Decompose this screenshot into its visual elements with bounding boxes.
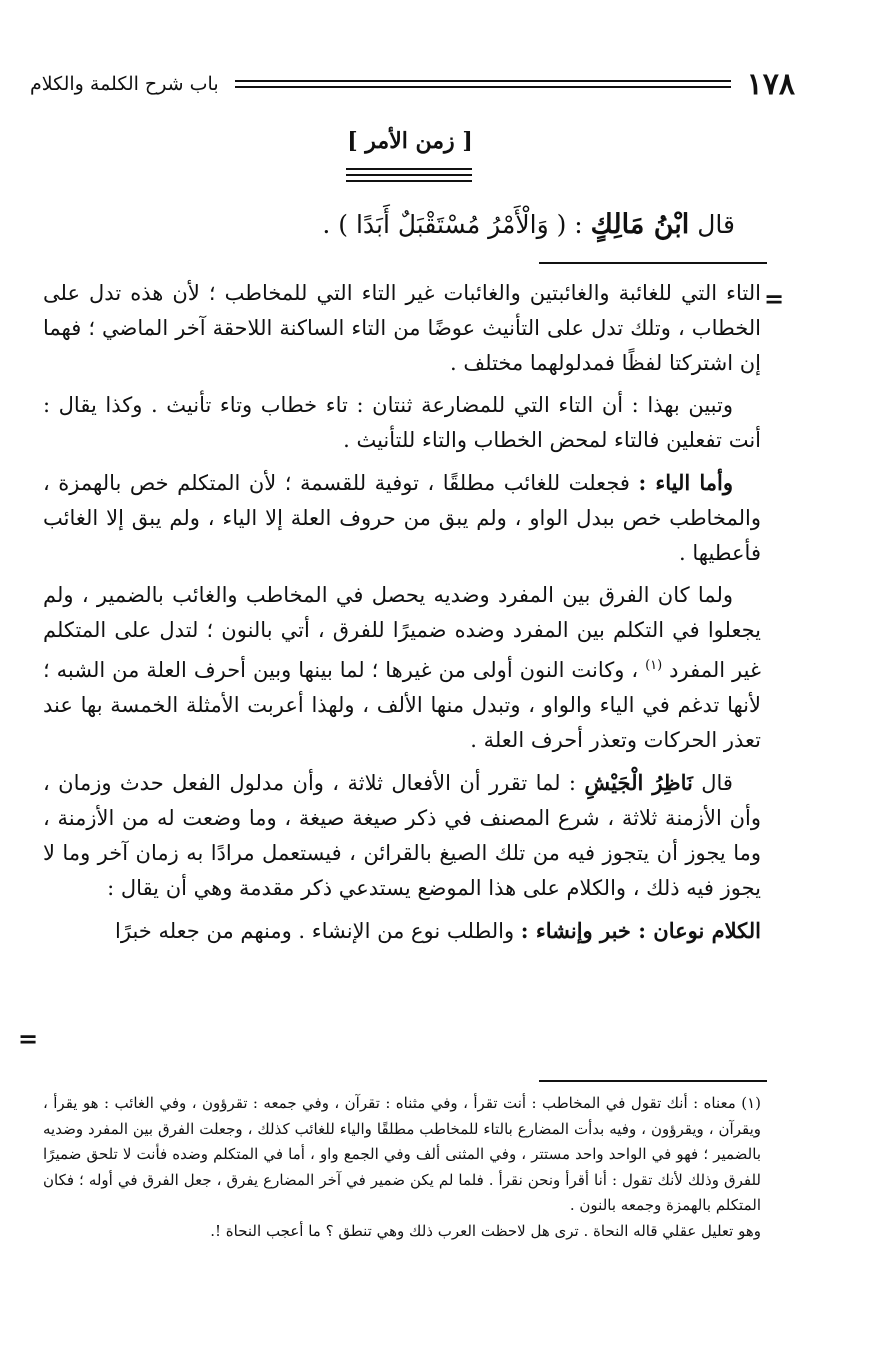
quoted-author: نَاظِرُ الْجَيْشِ	[584, 770, 693, 795]
paragraph-intro: قال	[701, 771, 733, 795]
paragraph-text: فجعلت للغائب مطلقًا ، توفية للقسمة ؛ لأن المتكلم خص بالهمزة ، والمخاطب خص ببدل الواو ، ولم يبق من حروف العلة إلا الياء ، ولم يبق إلا الغائب فأعطيها .	[43, 471, 761, 565]
paragraph	[43, 765, 761, 906]
paragraph-text: ولما كان الفرق بين المفرد وضديه يحصل في المخاطب والغائب بالضمير ، ولم يجعلوا في التكلم بين المفرد وضده ضميرًا للفرق ، أتي بالنون ؛ لتدل على المتكلم غير المفرد	[43, 583, 761, 682]
footnote: (١) معناه : أنك تقول في المخاطب : أنت تقرأ ، وفي مثناه : تقرآن ، وفي جمعه : تقرؤون ، وفي الغائب : هو يقرأ ، ويقرآن ، ويقرؤون ، وفيه بدأت المضارع بالتاء للمخاطب مطلقًا والياء للغائب كذلك ، وجعلت الفرق بين المفرد وضديه بالضمير ؛ فهو في الواحد واحد مستتر ، وفي المثنى ألف وفي الجمع واو ، أما في المتكلم وضده فأنت لا تلحق ضميرًا للفرق وذلك لأنك تقول : أنا أقرأ ونحن نقرأ . فلما لم يكن ضمير في آخر المضارع يفرق ، جعل الفرق في أوله ؛ فكان المتكلم بالهمزة وجمعه بالنون .	[43, 1094, 761, 1214]
paragraph	[43, 276, 761, 381]
page-number: ١٧٨	[746, 66, 795, 102]
paragraph	[43, 578, 761, 758]
paragraph-text: والطلب نوع من الإنشاء . ومنهم من جعله خبرًا	[115, 919, 515, 943]
section-heading: [ زمن الأمر ]	[347, 128, 473, 154]
paragraph	[43, 388, 761, 458]
alfiyya-verse	[35, 200, 735, 250]
paragraph	[43, 465, 761, 571]
main-text	[43, 276, 761, 956]
verse-text: : ( وَالْأَمْرُ مُسْتَقْبَلٌ أَبَدًا ) .	[322, 210, 583, 239]
paragraph-text: : لما تقرر أن الأفعال ثلاثة ، وأن مدلول الفعل حدث وزمان ، وأن الأزمنة ثلاثة ، شرع المصنف في ذكر صيغة صيغة ، وما وضعت له من الأزمنة ، وما يجوز أن يتجوز فيه من تلك الصيغ بالقرائن ، فيستعمل مرادًا به زمان آخر وما لا يجوز فيه ذلك ، والكلام على هذا الموضع يستدعي ذكر مقدمة وهي أن يقال :	[43, 771, 761, 900]
verse-intro: قال	[697, 210, 735, 239]
continuation-marker-start: =	[764, 284, 785, 313]
paragraph-lead: الكلام نوعان : خبر وإنشاء :	[520, 918, 761, 943]
running-title: باب شرح الكلمة والكلام	[30, 73, 219, 95]
paragraph-text: ، وكانت النون أولى من غيرها ؛ لما بينها وبين أحرف العلة من الشبه ؛ لأنها تدغم في الياء والواو ، وتبدل منها الألف ، ولهذا أعربت الأمثلة الخمسة بها عند تعذر الحركات وتعذر أحرف العلة .	[43, 658, 761, 752]
heading-underline	[346, 168, 472, 186]
paragraph	[43, 913, 761, 949]
footnote-separator-rule	[539, 1080, 767, 1082]
footnote-reference: (١)	[645, 658, 663, 673]
verse-author: ابْنُ مَالِكٍ	[590, 209, 690, 240]
paragraph-lead: وأما الياء :	[638, 470, 733, 495]
footnotes	[43, 1091, 761, 1244]
footnote: وهو تعليل عقلي قاله النحاة . ترى هل لاحظت العرب ذلك وهي تنطق ؟ ما أعجب النحاة !.	[210, 1221, 761, 1240]
running-header	[30, 64, 795, 104]
paragraph-text: التاء التي للغائبة والغائبتين والغائبات غير التاء التي للمخاطب ؛ لأن هذه تدل على الخطاب ، وتلك تدل على التأنيث عوضًا من التاء الساكنة اللاحقة آخر الماضي ؛ فهما إن اشتركتا لفظًا فمدلولهما مختلف .	[43, 281, 761, 375]
verse-separator-rule	[539, 262, 767, 264]
continuation-marker-end: =	[18, 1024, 39, 1053]
paragraph-text: وتبين بهذا : أن التاء التي للمضارعة ثنتان : تاء خطاب وتاء تأنيث . وكذا يقال : أنت تفعلين فالتاء لمحض الخطاب والتاء للتأنيث .	[43, 393, 761, 452]
header-rule	[235, 80, 731, 88]
